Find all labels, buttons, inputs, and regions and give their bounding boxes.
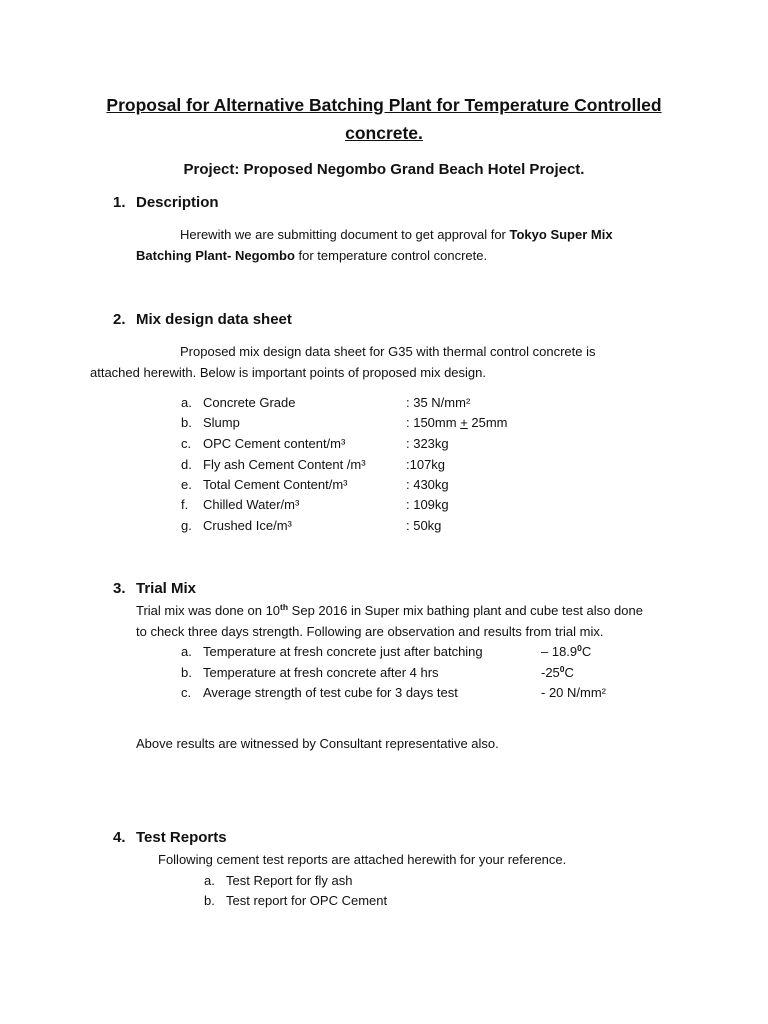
item-letter: a. xyxy=(181,644,192,659)
item-letter: d. xyxy=(181,457,192,472)
mix-item-b xyxy=(0,414,768,432)
trial-item-b xyxy=(0,664,768,682)
item-letter: a. xyxy=(204,873,215,888)
item-value xyxy=(541,664,574,683)
item-letter: a. xyxy=(181,395,192,410)
description-text: Herewith we are submitting document to get approval for xyxy=(180,227,510,242)
trial-mix-text: Trial mix was done on 10 xyxy=(136,603,281,618)
mix-item-c xyxy=(0,435,768,453)
item-letter: c. xyxy=(181,685,192,700)
trial-mix-line-2: to check three days strength. Following are observation and results from trial mix. xyxy=(136,624,604,639)
test-report-item-b xyxy=(0,892,768,910)
item-value xyxy=(541,643,591,662)
mix-item-a xyxy=(0,394,768,412)
item-label: Temperature at fresh concrete after 4 hrs xyxy=(203,665,439,680)
item-value-main: : 150mm xyxy=(406,415,461,430)
test-report-item-a xyxy=(0,872,768,890)
test-reports-intro: Following cement test reports are attached herewith for your reference. xyxy=(158,852,567,867)
trial-item-a xyxy=(0,643,768,661)
item-value: : 323kg xyxy=(406,436,449,451)
section-description-heading xyxy=(0,193,768,213)
item-letter: e. xyxy=(181,477,192,492)
document-title-line-1: Proposal for Alternative Batching Plant for Temperature Controlled xyxy=(106,95,662,115)
section-number: 1. xyxy=(113,194,126,211)
degree-mark: 0 xyxy=(559,664,565,674)
section-number: 3. xyxy=(113,580,126,597)
mix-item-e xyxy=(0,476,768,494)
section-mix-design-heading xyxy=(0,310,768,330)
section-title: Mix design data sheet xyxy=(136,311,292,328)
description-text: for temperature control concrete. xyxy=(294,248,488,263)
section-title: Test Reports xyxy=(136,829,227,846)
item-value: : 430kg xyxy=(406,477,449,492)
project-name: Project: Proposed Negombo Grand Beach Hotel Project. xyxy=(183,161,585,178)
mix-item-d xyxy=(0,456,768,474)
item-letter: c. xyxy=(181,436,192,451)
description-line-1 xyxy=(180,226,613,244)
item-label: Fly ash Cement Content /m³ xyxy=(203,457,366,472)
section-trial-mix-heading xyxy=(0,579,768,599)
item-label: Test report for OPC Cement xyxy=(226,893,388,908)
item-value: : 109kg xyxy=(406,497,449,512)
item-value: : 50kg xyxy=(406,518,442,533)
item-label: Slump xyxy=(203,415,240,430)
description-bold-text: Batching Plant- Negombo xyxy=(136,248,295,263)
degree-mark: 0 xyxy=(577,643,582,653)
mix-design-line-1: Proposed mix design data sheet for G35 with thermal control concrete is xyxy=(180,344,596,359)
item-letter: g. xyxy=(181,518,192,533)
trial-item-c xyxy=(0,684,768,702)
trial-mix-note: Above results are witnessed by Consultant representative also. xyxy=(136,736,499,751)
description-line-2 xyxy=(136,247,487,265)
item-value-main: – 18.9 xyxy=(541,644,578,659)
section-test-reports-heading xyxy=(0,828,768,848)
item-value xyxy=(406,414,508,432)
item-label: Chilled Water/m³ xyxy=(203,497,300,512)
item-value-main: -25 xyxy=(541,665,560,680)
item-value-end: C xyxy=(564,665,574,680)
section-number: 2. xyxy=(113,311,126,328)
item-label: Average strength of test cube for 3 days test xyxy=(203,685,458,700)
item-value-end: C xyxy=(581,644,592,659)
description-bold-text: Tokyo Super Mix xyxy=(509,227,613,242)
item-letter: b. xyxy=(204,893,215,908)
item-label: Total Cement Content/m³ xyxy=(203,477,348,492)
item-label: Temperature at fresh concrete just after batching xyxy=(203,644,483,659)
item-value: : 35 N/mm² xyxy=(406,395,471,410)
section-number: 4. xyxy=(113,829,126,846)
item-label: Concrete Grade xyxy=(203,395,296,410)
mix-item-g xyxy=(0,517,768,535)
item-label: OPC Cement content/m³ xyxy=(203,436,346,451)
item-letter: b. xyxy=(181,665,192,680)
section-title: Description xyxy=(136,194,219,211)
trial-mix-text: Sep 2016 in Super mix bathing plant and cube test also done xyxy=(288,603,643,618)
mix-item-f xyxy=(0,496,768,514)
tolerance-sign: + xyxy=(460,415,468,430)
item-value: - 20 N/mm² xyxy=(541,685,606,700)
trial-mix-line-1 xyxy=(136,602,643,621)
ordinal-suffix: th xyxy=(280,602,289,612)
item-letter: f. xyxy=(181,497,189,512)
item-value-end: 25mm xyxy=(467,415,508,430)
item-value: :107kg xyxy=(406,457,446,472)
document-title-line-2: concrete. xyxy=(345,123,423,143)
item-letter: b. xyxy=(181,415,192,430)
item-label: Crushed Ice/m³ xyxy=(203,518,292,533)
mix-design-line-2: attached herewith. Below is important points of proposed mix design. xyxy=(90,365,486,380)
section-title: Trial Mix xyxy=(136,580,197,597)
item-label: Test Report for fly ash xyxy=(226,873,353,888)
